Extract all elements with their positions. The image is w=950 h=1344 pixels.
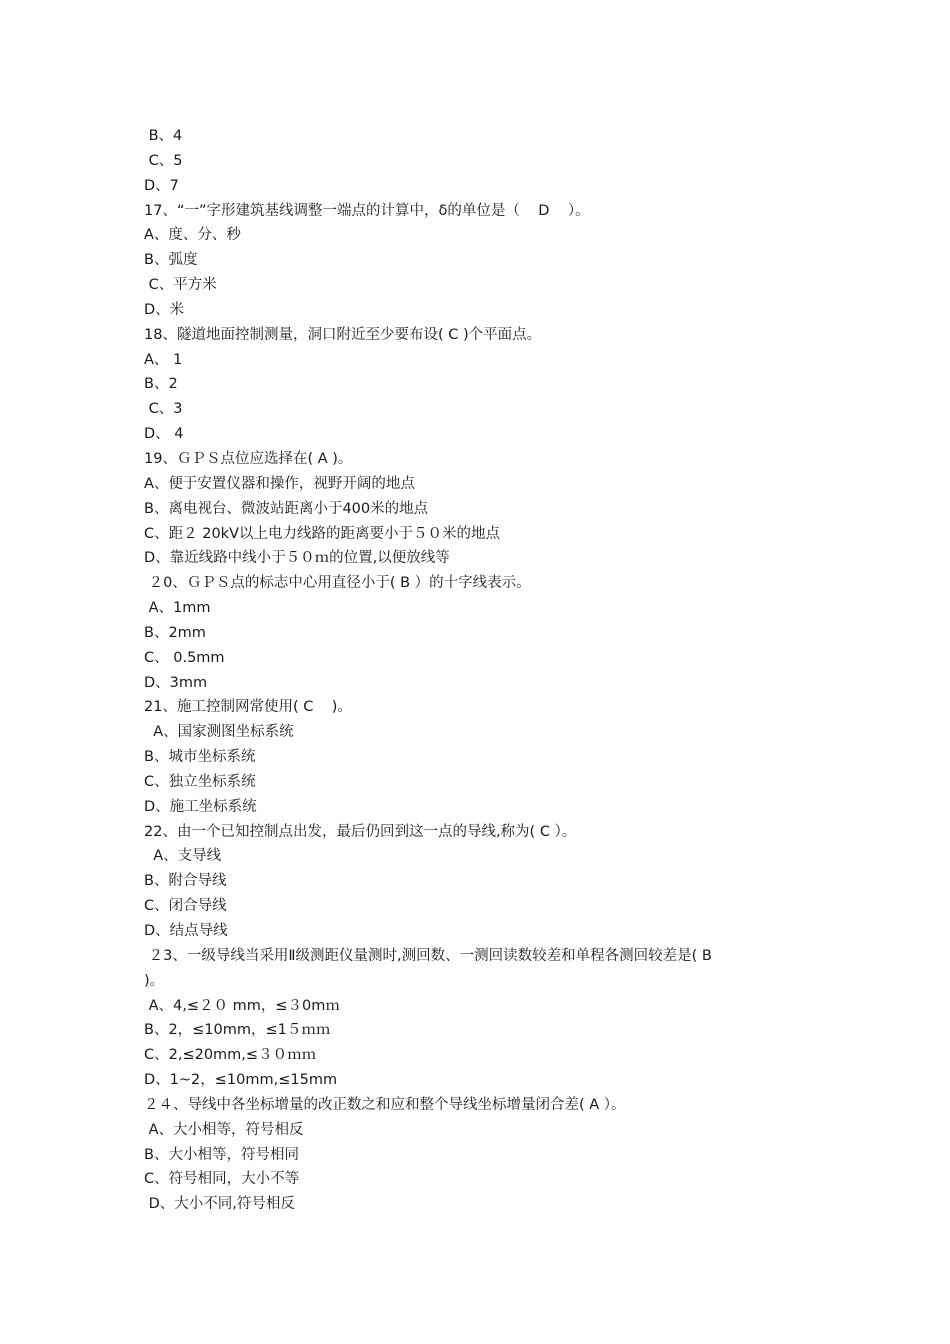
text-line: A、4,≤２０ mm，≤３0mｍ	[144, 997, 340, 1014]
question-18: 18、隧道地面控制测量，洞口附近至少要布设( C )个平面点。	[144, 326, 542, 343]
question-21: 21、施工控制网常使用( C )。	[144, 699, 352, 716]
document-body	[144, 124, 814, 1217]
question-19: 19、ＧＰＳ点位应选择在( A )。	[144, 450, 353, 467]
text-line: C、闭合导线	[144, 898, 227, 915]
text-line: C、5	[144, 152, 183, 169]
question-22: 22、由一个已知控制点出发，最后仍回到这一点的导线,称为( C ）。	[144, 823, 577, 840]
text-line: B、弧度	[144, 252, 198, 269]
text-line: A、度、分、秒	[144, 227, 241, 244]
text-line: A、大小相等，符号相反	[144, 1121, 304, 1138]
text-line: D、1~2，≤10mm,≤15mm	[144, 1072, 338, 1089]
text-line: A、支导线	[144, 848, 222, 865]
question-20: ２0、ＧＰＳ点的标志中心用直径小于( B ）的十字线表示。	[144, 575, 531, 592]
text-line: A、1mm	[144, 600, 211, 617]
text-line: C、独立坐标系统	[144, 773, 256, 790]
text-line: B、附合导线	[144, 873, 227, 890]
text-line: A、国家测图坐标系统	[144, 724, 294, 741]
text-line: A、 1	[144, 351, 183, 368]
text-line: B、离电视台、微波站距离小于400米的地点	[144, 500, 429, 517]
text-line: C、距２ 20kV以上电力线路的距离要小于５０米的地点	[144, 525, 500, 542]
text-line: D、7	[144, 177, 179, 194]
question-23-continued: )。	[144, 972, 165, 989]
text-line: C、符号相同，大小不等	[144, 1171, 300, 1188]
question-24: ２４、导线中各坐标增量的改正数之和应和整个导线坐标增量闭合差( A ）。	[144, 1096, 626, 1113]
text-line: D、靠近线路中线小于５０ｍ的位置,以便放线等	[144, 550, 450, 567]
text-line: D、 4	[144, 426, 184, 443]
text-line: D、结点导线	[144, 923, 228, 939]
text-line: A、便于安置仪器和操作，视野开阔的地点	[144, 475, 415, 492]
text-line: B、城市坐标系统	[144, 749, 256, 766]
text-line: B、2mm	[144, 624, 206, 641]
text-line: C、平方米	[144, 277, 217, 294]
question-17: 17、“一”字形建筑基线调整一端点的计算中，δ的单位是（ D ）。	[144, 202, 590, 219]
text-line: B、4	[144, 128, 183, 144]
text-line: B、2，≤10mm，≤1５ｍｍ	[144, 1022, 331, 1039]
question-23: ２3、一级导线当采用Ⅱ级测距仪量测时,测回数、一测回读数较差和单程各测回较差是( B	[144, 947, 712, 964]
text-line: C、2,≤20mm,≤３０ｍｍ	[144, 1047, 317, 1064]
text-line: C、 0.5mm	[144, 649, 225, 666]
text-line: B、大小相等，符号相同	[144, 1146, 299, 1163]
text-line: B、2	[144, 376, 178, 393]
text-line: C、3	[144, 401, 183, 418]
text-line: D、米	[144, 301, 185, 318]
text-line: D、3mm	[144, 674, 208, 691]
text-line: D、大小不同,符号相反	[144, 1196, 295, 1213]
text-line: D、施工坐标系统	[144, 798, 257, 815]
